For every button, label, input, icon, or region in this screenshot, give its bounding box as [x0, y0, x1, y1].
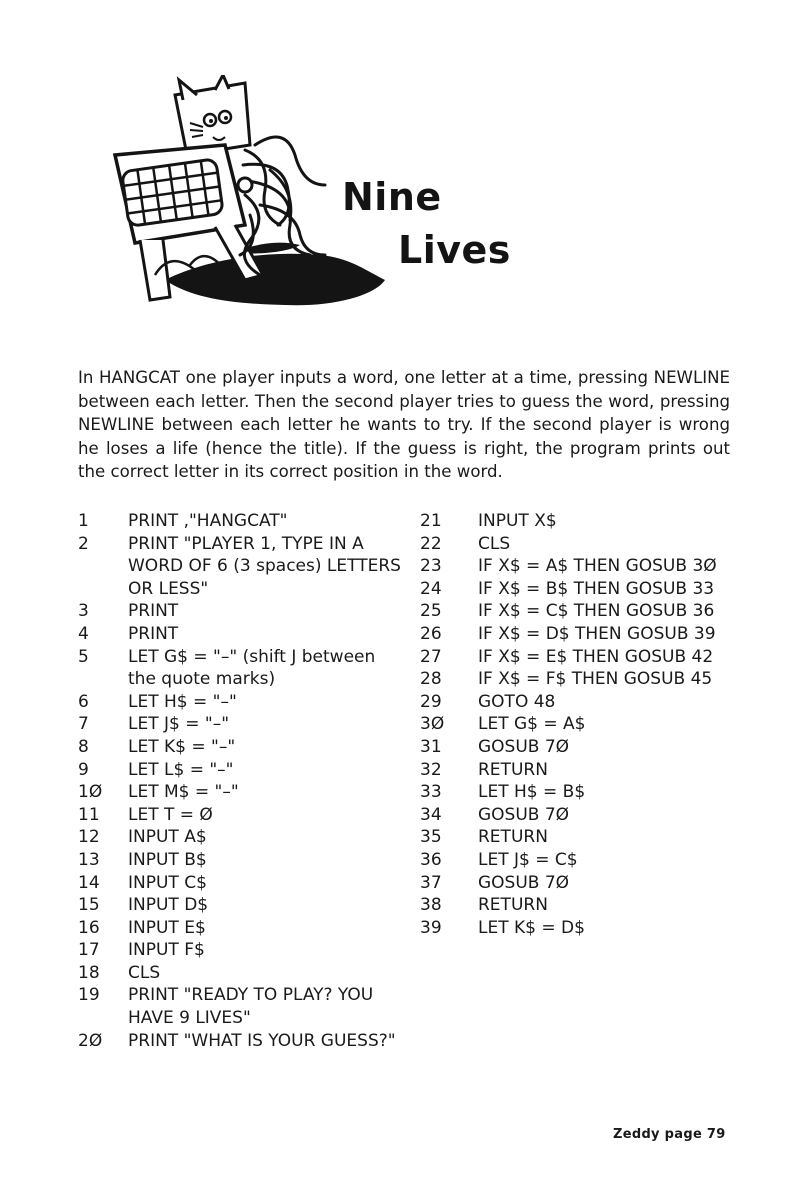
line-number: 16: [78, 917, 100, 938]
line-code: INPUT E$: [128, 917, 206, 938]
line-number: 26: [420, 623, 442, 644]
program-line: [78, 646, 403, 691]
listing-left-column: [78, 510, 403, 1052]
program-line: [78, 962, 403, 985]
line-number: 8: [78, 736, 89, 757]
program-line: [78, 759, 403, 782]
line-number: 21: [420, 511, 442, 531]
program-line: [78, 781, 403, 804]
line-number: 38: [420, 895, 442, 916]
line-code: LET G$ = A$: [478, 714, 586, 735]
program-line: [78, 894, 403, 917]
line-number: 13: [78, 849, 100, 870]
line-number: 9: [78, 759, 89, 780]
line-code: GOTO 48: [478, 691, 556, 712]
program-line: [78, 533, 403, 601]
line-code: INPUT X$: [478, 511, 557, 531]
program-line: [420, 826, 740, 849]
program-line: [78, 984, 403, 1029]
line-number: 6: [78, 691, 89, 712]
program-line: [78, 691, 403, 714]
line-number: 35: [420, 827, 442, 848]
line-number: 27: [420, 646, 442, 667]
listing-right-column: [420, 510, 740, 939]
program-line: [78, 1030, 403, 1053]
program-line: [78, 713, 403, 736]
line-number: 39: [420, 917, 442, 938]
line-number: 33: [420, 782, 442, 803]
line-code: LET L$ = "–": [128, 759, 234, 780]
line-number: 31: [420, 736, 442, 757]
program-line: [420, 600, 740, 623]
page-title-line-1: Nine: [342, 175, 442, 219]
line-code: GOSUB 7Ø: [478, 736, 570, 757]
line-code: RETURN: [478, 759, 548, 780]
line-number: 5: [78, 646, 89, 667]
line-number: 29: [420, 691, 442, 712]
program-line: [78, 939, 403, 962]
line-code: IF X$ = B$ THEN GOSUB 33: [478, 578, 715, 599]
line-number: 14: [78, 872, 100, 893]
line-number: 2: [78, 533, 89, 554]
program-line: [420, 578, 740, 601]
program-line: [420, 736, 740, 759]
line-code: RETURN: [478, 895, 548, 916]
line-code: LET H$ = "–": [128, 691, 237, 712]
line-number: 12: [78, 827, 100, 848]
line-code: RETURN: [478, 827, 548, 848]
program-line: [78, 804, 403, 827]
program-line: [420, 872, 740, 895]
program-line: [420, 510, 740, 533]
program-line: [420, 623, 740, 646]
line-code: CLS: [128, 962, 161, 983]
program-line: [78, 736, 403, 759]
line-number: 23: [420, 556, 442, 577]
program-line: [78, 826, 403, 849]
line-code: PRINT: [128, 623, 179, 644]
line-number: 18: [78, 962, 100, 983]
program-line: [78, 872, 403, 895]
program-line: [420, 804, 740, 827]
program-line: [78, 917, 403, 940]
program-line: [420, 555, 740, 578]
line-number: 37: [420, 872, 442, 893]
line-number: 15: [78, 895, 100, 916]
line-number: 1Ø: [78, 782, 103, 803]
line-code: PRINT "WHAT IS YOUR GUESS?": [128, 1030, 396, 1051]
line-number: 2Ø: [78, 1030, 103, 1051]
line-number: 36: [420, 849, 442, 870]
line-code: LET M$ = "–": [128, 782, 239, 803]
program-line: [78, 600, 403, 623]
program-line: [420, 668, 740, 691]
page-title-line-2: Lives: [398, 228, 511, 272]
program-line: [78, 510, 403, 533]
program-line: [78, 849, 403, 872]
line-number: 22: [420, 533, 442, 554]
line-code: LET K$ = "–": [128, 736, 236, 757]
line-code: IF X$ = E$ THEN GOSUB 42: [478, 646, 714, 667]
line-number: 11: [78, 804, 100, 825]
line-code: INPUT B$: [128, 849, 207, 870]
line-code: PRINT "READY TO PLAY? YOU HAVE 9 LIVES": [128, 985, 374, 1029]
line-number: 17: [78, 940, 100, 961]
line-number: 3: [78, 601, 89, 622]
line-code: PRINT ,"HANGCAT": [128, 511, 288, 531]
line-code: INPUT D$: [128, 895, 209, 916]
line-code: IF X$ = D$ THEN GOSUB 39: [478, 623, 716, 644]
line-code: PRINT: [128, 601, 179, 622]
line-number: 4: [78, 623, 89, 644]
line-number: 1: [78, 511, 89, 531]
line-code: INPUT C$: [128, 872, 207, 893]
line-number: 24: [420, 578, 442, 599]
program-line: [420, 533, 740, 556]
line-number: 34: [420, 804, 442, 825]
line-number: 3Ø: [420, 714, 445, 735]
line-code: INPUT A$: [128, 827, 207, 848]
line-code: IF X$ = F$ THEN GOSUB 45: [478, 669, 713, 690]
line-number: 19: [78, 985, 100, 1006]
line-code: IF X$ = C$ THEN GOSUB 36: [478, 601, 715, 622]
program-line: [420, 759, 740, 782]
intro-paragraph: In HANGCAT one player inputs a word, one letter at a time, pressing NEWLINE between each letter. Then the second player tries to guess the word, pressing NEWLINE between each letter he wants to try. If the second player is wrong he loses a life (hence the title). If the guess is right, the program prints out the correct letter in its correct position in the word.: [78, 368, 730, 481]
line-code: CLS: [478, 533, 511, 554]
line-number: 7: [78, 714, 89, 735]
line-code: PRINT "PLAYER 1, TYPE IN A WORD OF 6 (3 spaces) LETTERS OR LESS": [128, 533, 401, 599]
line-number: 32: [420, 759, 442, 780]
program-line: [420, 894, 740, 917]
line-code: LET H$ = B$: [478, 782, 586, 803]
line-code: GOSUB 7Ø: [478, 804, 570, 825]
line-code: LET K$ = D$: [478, 917, 585, 938]
program-line: [420, 713, 740, 736]
program-line: [78, 623, 403, 646]
program-line: [420, 781, 740, 804]
program-line: [420, 917, 740, 940]
line-number: 28: [420, 669, 442, 690]
line-code: INPUT F$: [128, 940, 205, 961]
line-code: LET J$ = C$: [478, 849, 578, 870]
line-code: GOSUB 7Ø: [478, 872, 570, 893]
line-code: IF X$ = A$ THEN GOSUB 3Ø: [478, 556, 717, 577]
line-code: LET T = Ø: [128, 804, 213, 825]
page-footer: Zeddy page 79: [613, 1127, 726, 1142]
program-line: [420, 691, 740, 714]
line-code: LET J$ = "–": [128, 714, 230, 735]
program-line: [420, 849, 740, 872]
line-code: LET G$ = "–" (shift J between the quote marks): [128, 646, 376, 690]
line-number: 25: [420, 601, 442, 622]
program-line: [420, 646, 740, 669]
